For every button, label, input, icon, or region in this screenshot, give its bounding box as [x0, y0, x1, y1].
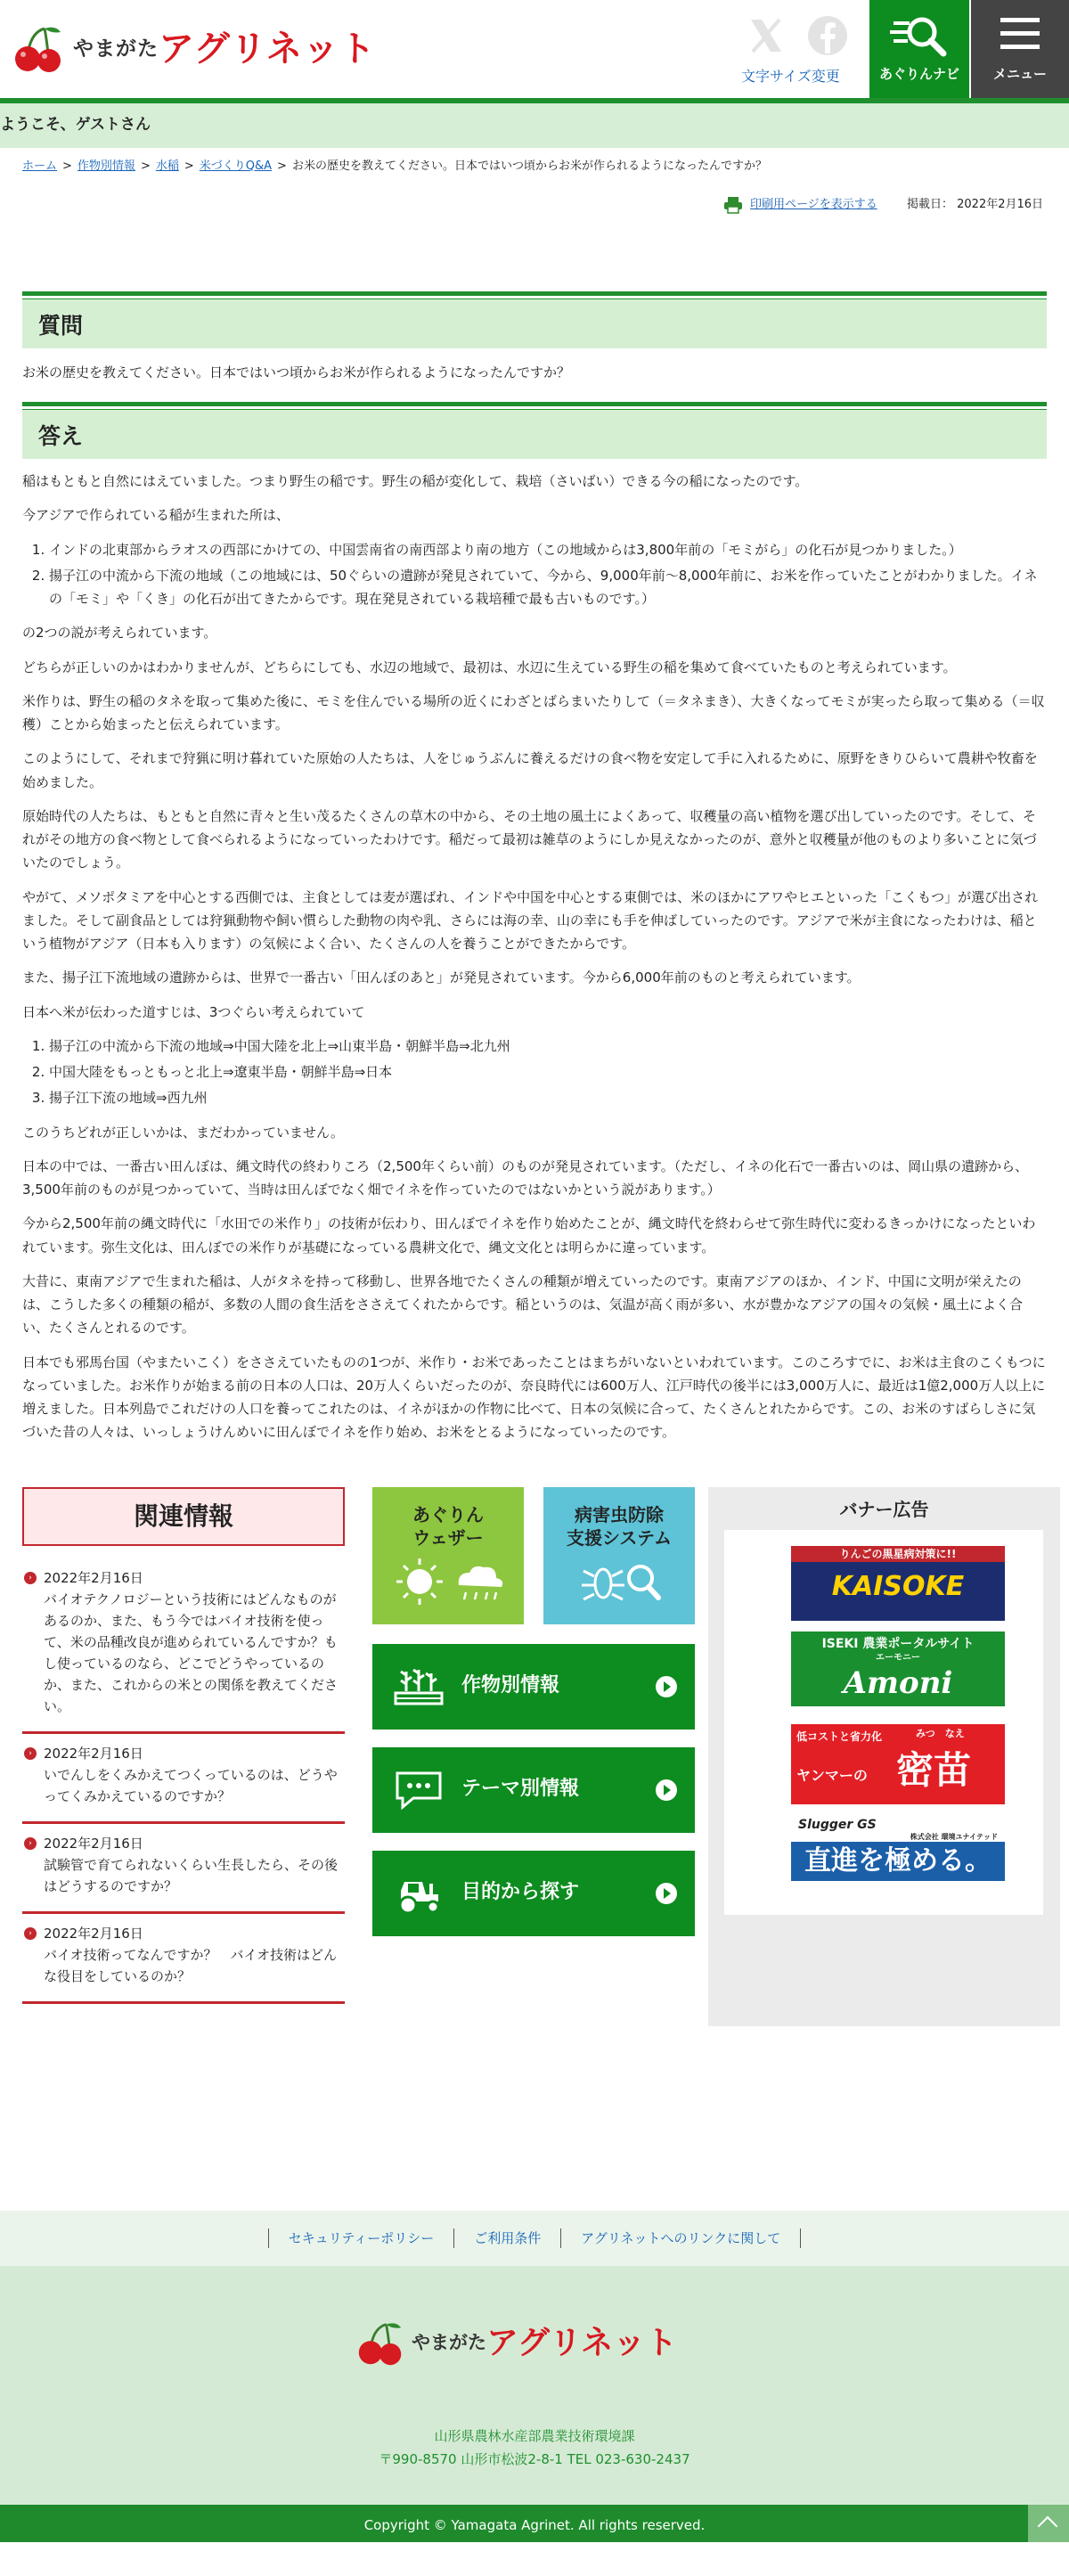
bottom-area — [0, 1480, 1069, 2211]
breadcrumb-rice[interactable]: 水稲 — [155, 159, 179, 173]
banner-kaisoke[interactable] — [791, 1546, 1005, 1621]
hamburger-icon — [999, 16, 1041, 52]
related-heading: 関連情報 — [22, 1487, 345, 1546]
weather-icon — [386, 1555, 510, 1608]
related-title[interactable]: 試験管で育てられないくらい生長したら、その後はどうするのですか？ — [44, 1856, 339, 1894]
answer-heading: 答え — [22, 402, 1047, 459]
banner-mitsunae[interactable] — [791, 1724, 1005, 1804]
related-date: 2022年2月16日 — [44, 1745, 143, 1762]
banner-text: 直進を極める。 — [791, 1842, 1005, 1881]
answer-paragraph: 日本でも邪馬台国（やまたいこく）をささえていたものの1つが、米作り・お米であったことはまちがいないといわれています。このころすでに、お米は主食のこくもつになっていました。お米作りが始まる前の日本の人口は、20万人くらいだったのが、奈良時代には600万人、江戸時代の後半には3,000万人に、最近は1億2,000万人以上に増えました。日本列島でこれだけの人口を養ってこれたのは、イネがほかの作物に比べて、日本の気候に合って、たくさんとれたからです。この、お米のすばらしさに気づいた昔の人々は、いっしょうけんめいに田んぼでイネを作り始め、お米をとるようになっていったのです。 — [22, 1353, 1046, 1441]
answer-paragraph: 稲はもともと自然にはえていました。つまり野生の稲です。野生の稲が変化して、栽培（さいばい）できる今の稲になったのです。 — [22, 473, 809, 489]
footer-logo[interactable] — [356, 2319, 677, 2367]
arrow-right-icon — [656, 1779, 677, 1801]
answer-paragraph: このうちどれが正しいかは、まだわかっていません。 — [22, 1124, 344, 1141]
banner-text: ヤンマーの — [796, 1766, 868, 1784]
tile-label: あぐりん — [412, 1503, 484, 1525]
related-item[interactable] — [22, 1558, 345, 1734]
site-header — [0, 0, 1069, 98]
purpose-search-label: 目的から探す — [461, 1881, 580, 1904]
list-item: 3. 揚子江下流の地域⇒西九州 — [49, 1086, 1047, 1109]
answer-paragraph: やがて、メソポタミアを中心とする西側では、主食としては麦が選ばれ、インドや中国を中心とする東側では、米のほかにアワやヒエといった「こくもつ」が選び出されました。そして副食品としては狩猟動物や飼い慣らした動物の肉や乳、さらには海の幸、山の幸にも手を伸ばしていったのです。アジアで米が主食になったわけは、稲という植物がアジア（日本も入ります）の気候によく合い、たくさんの人を養うことができたからです。 — [22, 888, 1039, 952]
agurin-weather-tile[interactable] — [372, 1487, 524, 1624]
footer-logo-big: アグリネット — [486, 2324, 678, 2361]
answer-paragraph: 大昔に、東南アジアで生まれた稲は、人がタネを持って移動し、世界各地でたくさんの種類が増えていったのです。東南アジアのほか、インド、中国に文明が栄えたのは、こうした多くの種類の稲が、多数の人間の食生活をささえてくれたからです。稲というのは、気温が高く雨が多い、水が豊かなアジアの国々の気候・風土によく合い、たくさんとれるのです。 — [22, 1272, 1024, 1337]
related-title[interactable]: いでんしをくみかえてつくっているのは、どうやってくみかえているのですか？ — [44, 1766, 338, 1804]
breadcrumb-home[interactable]: ホーム — [22, 159, 58, 173]
answer-body — [22, 470, 1047, 1444]
welcome-bar — [0, 98, 1069, 148]
banner-text: 株式会社 環境ユナイテッド — [910, 1832, 998, 1841]
menu-button[interactable] — [971, 0, 1069, 98]
chevron-right-icon: › — [24, 1747, 37, 1760]
breadcrumb-crop[interactable]: 作物別情報 — [77, 159, 135, 173]
search-icon — [888, 11, 951, 64]
banner-text: 低コストと省力化 — [796, 1730, 883, 1743]
agurin-navi-button[interactable] — [869, 0, 969, 98]
related-item[interactable] — [22, 1824, 345, 1914]
copyright-bar — [0, 2505, 1069, 2542]
arrow-right-icon — [656, 1883, 677, 1904]
printer-icon — [723, 196, 743, 214]
org-address: 〒990-8570 山形市松波2-8-1 TEL 023-630-2437 — [379, 2450, 690, 2467]
answer-paragraph: 今から2,500年前の縄文時代に「水田での米作り」の技術が伝わり、田んぼでイネを作り始めたことが、縄文時代を終わらせて弥生時代に変わるきっかけになったといわれています。弥生文化は、田んぼでの米作りが基礎になっている農耕文化で、縄文文化とは明らかに違っています。 — [22, 1215, 1036, 1255]
tractor-icon — [392, 1871, 445, 1916]
related-date: 2022年2月16日 — [44, 1569, 143, 1586]
list-item: 1. インドの北東部からラオスの西部にかけての、中国雲南省の南西部より南の地方（この地域からは3,800年前の「モミがら」の化石が見つかりました。） — [49, 538, 1047, 561]
question-text: お米の歴史を教えてください。日本ではいつ頃からお米が作られるようになったんですか？ — [22, 364, 571, 380]
list-item: 2. 中国大陸をもっともっと北上⇒遼東半島・朝鮮半島⇒日本 — [49, 1060, 1047, 1084]
agurin-navi-label: あぐりんナビ — [878, 65, 959, 82]
facebook-icon[interactable] — [806, 14, 849, 57]
footer-links — [0, 2211, 1069, 2266]
pest-control-tile[interactable] — [543, 1487, 695, 1624]
org-name: 山形県農林水産部農業技術環境課 — [434, 2427, 635, 2444]
banner-text: KAISOKE — [831, 1570, 965, 1602]
cherry-logo-icon — [12, 23, 64, 75]
route-list — [49, 1034, 1047, 1110]
related-item[interactable] — [22, 1914, 345, 2004]
link-policy-link[interactable]: アグリネットへのリンクに関して — [560, 2228, 801, 2249]
logo-small-text: やまがた — [73, 37, 159, 61]
related-title[interactable]: バイオ技術ってなんですか？ バイオ技術はどんな役目をしているのか？ — [44, 1946, 338, 1984]
banner-text: Slugger GS — [798, 1817, 877, 1832]
answer-paragraph: 原始時代の人たちは、もともと自然に青々と生い茂るたくさんの草木の中から、その土地の風土によくあって、収穫量の高い植物を選び出していったのです。そして、それがその地方の食べ物として食べられるようになっていったわけです。稲だって最初は雑草のようにしか見えなかったのが、意外と収穫量が他のものより多いことに気づいたのでしょう。 — [22, 807, 1037, 871]
list-item: 2. 揚子江の中流から下流の地域（この地域には、50ぐらいの遺跡が発見されていて、今から、9,000年前～8,000年前に、お米を作っていたことがわかりました。イネの「モミ」や「くき」の化石が出てきたからです。現在発見されている栽培種で最も古いものです。） — [49, 564, 1047, 611]
banner-amoni[interactable] — [791, 1631, 1005, 1706]
list-item: 1. 揚子江の中流から下流の地域⇒中国大陸を北上⇒山東半島・朝鮮半島⇒北九州 — [49, 1034, 1047, 1058]
logo-main-text: アグリネット — [159, 29, 376, 70]
banner-ads — [708, 1487, 1060, 2026]
related-item[interactable] — [22, 1734, 345, 1824]
tile-label: 病害虫防除 — [575, 1503, 664, 1525]
theme-info-link[interactable] — [372, 1747, 695, 1833]
related-date: 2022年2月16日 — [44, 1925, 143, 1942]
copyright-text: Copyright © Yamagata Agrinet. All rights reserved. — [363, 2516, 706, 2533]
footer-main — [0, 2266, 1069, 2505]
chevron-right-icon: › — [24, 1572, 37, 1584]
related-title[interactable]: バイオテクノロジーという技術にはどんなものがあるのか、また、もう今ではバイオ技術を使って、米の品種改良が進められているんですか？もし使っているのなら、どこでどうやっているのか、また、これからの米との関係を教えてください。 — [44, 1591, 339, 1714]
crop-info-label: 作物別情報 — [461, 1674, 560, 1697]
banner-text: ISEKI 農業ポータルサイト — [821, 1636, 975, 1651]
banner-text: りんごの黒星病対策に!! — [791, 1546, 1005, 1562]
answer-paragraph: 日本の中では、一番古い田んぼは、縄文時代の終わりころ（2,500年くらい前）のものが発見されています。（ただし、イネの化石で一番古いのは、岡山県の遺跡から、3,500年前のものが見つかっていて、当時は田んぼでなく畑でイネを作っていたのではないかという説があります。） — [22, 1157, 1029, 1198]
related-date: 2022年2月16日 — [44, 1835, 143, 1852]
main-content — [0, 291, 1069, 1444]
related-info — [22, 1487, 345, 2004]
menu-label: メニュー — [992, 65, 1047, 82]
answer-paragraph: 米作りは、野生の稲のタネを取って集めた後に、モミを住んでいる場所の近くにわざとばらまいたりして（＝タネまき）、大きくなってモミが実ったら取って集める（＝収穫）ことから始まったと伝えられています。 — [22, 692, 1045, 732]
print-page-label: 印刷用ページを表示する — [750, 197, 877, 211]
purpose-search-link[interactable] — [372, 1851, 695, 1936]
footer-address — [0, 2425, 1069, 2472]
theme-info-label: テーマ別情報 — [461, 1778, 580, 1801]
print-page-link[interactable] — [723, 195, 877, 216]
site-logo[interactable] — [12, 23, 376, 75]
answer-paragraph: 今アジアで作られている稲が生まれた所は、 — [22, 507, 290, 524]
security-policy-link[interactable]: セキュリティーポリシー — [268, 2228, 454, 2249]
origin-list — [49, 538, 1047, 611]
answer-paragraph: このようにして、それまで狩猟に明け暮れていた原始の人たちは、人をじゅうぶんに養えるだけの食べ物を安定して手に入れるために、原野をきりひらいて農耕や牧畜を始めました。 — [22, 750, 1038, 790]
answer-paragraph: また、揚子江下流地域の遺跡からは、世界で一番古い「田んぼのあと」が発見されています。今から6,000年前のものと考えられています。 — [22, 969, 861, 986]
tile-label: ウェザー — [412, 1526, 484, 1549]
chevron-right-icon: › — [24, 1837, 37, 1850]
question-heading: 質問 — [22, 291, 1047, 348]
answer-paragraph: どちらが正しいのかはわかりませんが、どちらにしても、水辺の地域で、最初は、水辺に生えている野生の稲を集めて食べていたものと考えられています。 — [22, 658, 957, 675]
answer-paragraph: 日本へ米が伝わった道すじは、3つぐらい考えられていて — [22, 1003, 365, 1020]
banner-ruby: エーモニー — [876, 1652, 920, 1663]
page-top-button[interactable] — [1028, 2505, 1069, 2542]
x-twitter-icon[interactable] — [744, 14, 787, 57]
banner-ruby: みつ なえ — [916, 1727, 965, 1739]
banner-heading: バナー広告 — [839, 1498, 929, 1520]
posted-date: 掲載日： 2022年2月16日 — [907, 197, 1044, 211]
breadcrumb-qa[interactable]: 米づくりQ&A — [199, 159, 273, 173]
breadcrumb: ホーム > 作物別情報 > 水稲 > 米づくりQ&A > お米の歴史を教えてください。日本ではいつ頃からお米が作られるようになったんですか？ — [22, 159, 767, 173]
banner-slugger[interactable] — [791, 1817, 1005, 1883]
crop-info-link[interactable] — [372, 1644, 695, 1730]
breadcrumb-current: お米の歴史を教えてください。日本ではいつ頃からお米が作られるようになったんですか？ — [291, 159, 767, 173]
font-size-change-link[interactable]: 文字サイズ変更 — [741, 68, 840, 85]
chat-bubble-icon — [392, 1768, 445, 1812]
arrow-right-icon — [656, 1676, 677, 1697]
banner-text: Amoni — [843, 1664, 953, 1701]
page-utility-bar — [0, 186, 1069, 236]
tile-label: 支援システム — [567, 1526, 672, 1549]
cherry-logo-icon — [356, 2319, 404, 2367]
terms-of-use-link[interactable]: ご利用条件 — [453, 2228, 560, 2249]
welcome-text: ようこそ、ゲストさん — [0, 116, 151, 134]
footer-logo-small: やまがた — [412, 2332, 486, 2354]
answer-paragraph: の2つの説が考えられています。 — [22, 625, 217, 642]
banner-text: 密苗 — [896, 1747, 972, 1792]
chevron-right-icon: › — [24, 1927, 37, 1940]
bug-search-icon — [566, 1555, 673, 1608]
crop-icon — [392, 1664, 445, 1709]
banner-list — [724, 1530, 1043, 1915]
